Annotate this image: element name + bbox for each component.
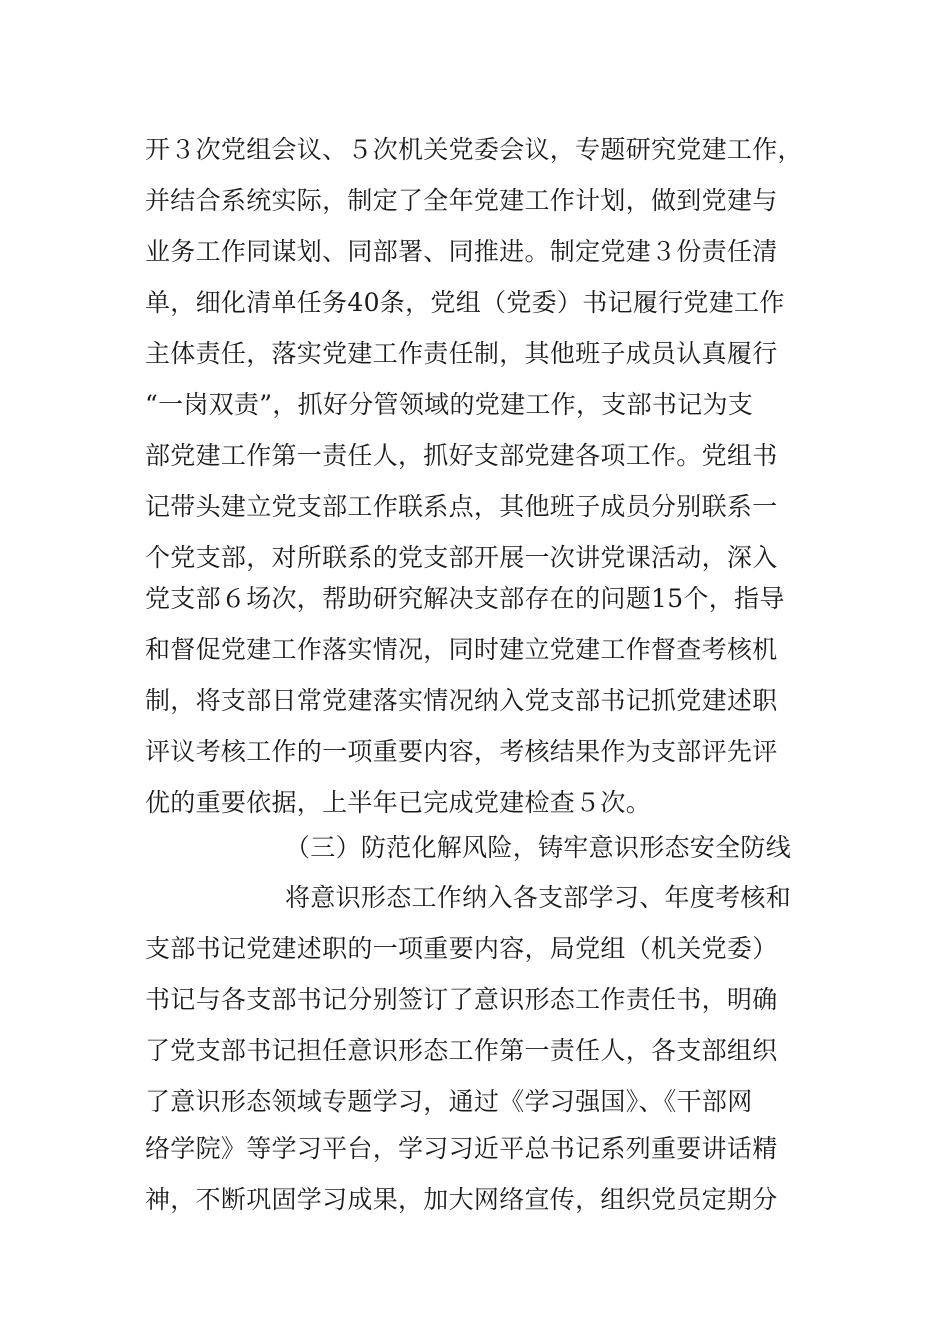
paragraph-line: 党支部６场次，帮助研究解决支部存在的问题15个，指导 — [145, 584, 785, 613]
paragraph-line: 神，不断巩固学习成果，加大网络宣传，组织党员定期分 — [145, 1185, 778, 1214]
paragraph-line: 制，将支部日常党建落实情况纳入党支部书记抓党建述职 — [145, 686, 778, 715]
paragraph-line: 支部书记党建述职的一项重要内容，局党组（机关党委） — [145, 934, 778, 963]
paragraph-line: 优的重要依据，上半年已完成党建检查５次。 — [145, 788, 652, 817]
paragraph-line: 个党支部，对所联系的党支部开展一次讲党课活动，深入 — [145, 543, 778, 572]
paragraph-line: 主体责任，落实党建工作责任制，其他班子成员认真履行 — [145, 339, 778, 368]
paragraph-line: 书记与各支部书记分别签订了意识形态工作责任书，明确 — [145, 985, 778, 1014]
paragraph-line: 将意识形态工作纳入各支部学习、年度考核和 — [285, 883, 792, 912]
paragraph-line: 和督促党建工作落实情况，同时建立党建工作督查考核机 — [145, 635, 778, 664]
paragraph-line: 并结合系统实际，制定了全年党建工作计划，做到党建与 — [145, 186, 778, 215]
paragraph-line: 开３次党组会议、５次机关党委会议，专题研究党建工作， — [145, 135, 803, 164]
paragraph-line: 部党建工作第一责任人，抓好支部党建各项工作。党组书 — [145, 441, 778, 470]
paragraph-line: 记带头建立党支部工作联系点，其他班子成员分别联系一 — [145, 492, 778, 521]
paragraph-line: 单，细化清单任务40条，党组（党委）书记履行党建工作 — [145, 288, 785, 317]
paragraph-line: 评议考核工作的一项重要内容，考核结果作为支部评先评 — [145, 737, 778, 766]
paragraph-line: 业务工作同谋划、同部署、同推进。制定党建３份责任清 — [145, 237, 778, 266]
paragraph-line: 了党支部书记担任意识形态工作第一责任人，各支部组织 — [145, 1036, 778, 1065]
paragraph-line: 络学院》等学习平台，学习习近平总书记系列重要讲话精 — [145, 1134, 778, 1163]
paragraph-line: “一岗双责”，抓好分管领域的党建工作，支部书记为支 — [145, 390, 754, 419]
section-heading: （三）防范化解风险，铸牢意识形态安全防线 — [285, 833, 792, 862]
paragraph-line: 了意识形态领域专题学习，通过《学习强国》、《干部网 — [145, 1087, 753, 1116]
